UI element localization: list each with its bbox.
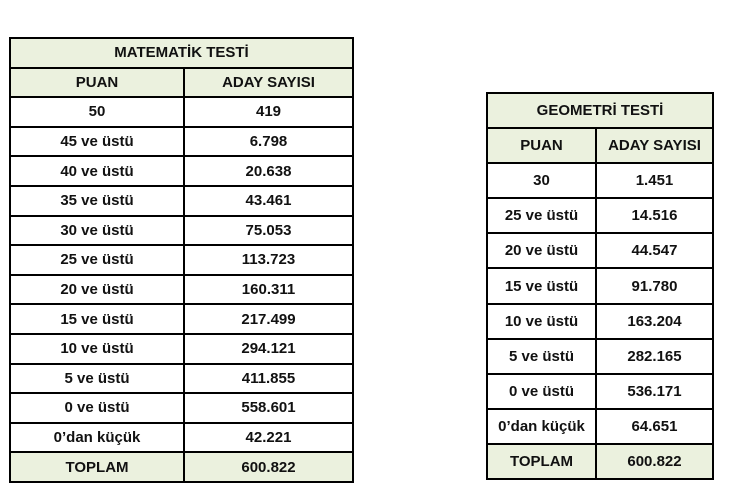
table-row	[10, 334, 353, 364]
count-cell: 42.221	[184, 423, 353, 453]
score-cell: 20 ve üstü	[487, 233, 596, 268]
score-cell: 15 ve üstü	[10, 304, 184, 334]
column-header-aday-sayisi: ADAY SAYISI	[184, 68, 353, 98]
table-row	[10, 275, 353, 305]
count-cell: 558.601	[184, 393, 353, 423]
count-cell: 43.461	[184, 186, 353, 216]
score-cell: 15 ve üstü	[487, 268, 596, 303]
count-cell: 14.516	[596, 198, 713, 233]
table-title-row	[10, 38, 353, 68]
table-header-row	[10, 68, 353, 98]
total-row	[487, 444, 713, 479]
score-cell: 5 ve üstü	[487, 339, 596, 374]
table-row	[10, 216, 353, 246]
table-row	[487, 374, 713, 409]
score-cell: 0 ve üstü	[10, 393, 184, 423]
count-cell: 282.165	[596, 339, 713, 374]
table-row	[10, 423, 353, 453]
score-cell: 40 ve üstü	[10, 156, 184, 186]
table-row	[10, 364, 353, 394]
table-row	[487, 409, 713, 444]
total-label: TOPLAM	[10, 452, 184, 482]
score-cell: 25 ve üstü	[487, 198, 596, 233]
count-cell: 20.638	[184, 156, 353, 186]
table-row	[487, 339, 713, 374]
table-row	[487, 198, 713, 233]
table-row	[10, 186, 353, 216]
table-row	[10, 393, 353, 423]
table-row	[10, 156, 353, 186]
score-cell: 45 ve üstü	[10, 127, 184, 157]
count-cell: 6.798	[184, 127, 353, 157]
score-cell: 0 ve üstü	[487, 374, 596, 409]
table-title: MATEMATİK TESTİ	[10, 38, 353, 68]
score-cell: 20 ve üstü	[10, 275, 184, 305]
count-cell: 163.204	[596, 304, 713, 339]
column-header-aday-sayisi: ADAY SAYISI	[596, 128, 713, 163]
score-cell: 10 ve üstü	[10, 334, 184, 364]
count-cell: 536.171	[596, 374, 713, 409]
table-row	[487, 304, 713, 339]
score-cell: 30	[487, 163, 596, 198]
column-header-puan: PUAN	[487, 128, 596, 163]
score-cell: 35 ve üstü	[10, 186, 184, 216]
score-cell: 0’dan küçük	[487, 409, 596, 444]
count-cell: 419	[184, 97, 353, 127]
table-row	[487, 268, 713, 303]
score-cell: 30 ve üstü	[10, 216, 184, 246]
count-cell: 44.547	[596, 233, 713, 268]
table-row	[10, 127, 353, 157]
count-cell: 1.451	[596, 163, 713, 198]
table-row	[10, 97, 353, 127]
count-cell: 91.780	[596, 268, 713, 303]
total-value: 600.822	[596, 444, 713, 479]
table-row	[10, 245, 353, 275]
geometry-test-table	[486, 92, 714, 480]
column-header-puan: PUAN	[10, 68, 184, 98]
table-row	[10, 304, 353, 334]
score-cell: 5 ve üstü	[10, 364, 184, 394]
count-cell: 411.855	[184, 364, 353, 394]
math-test-table	[9, 37, 354, 483]
count-cell: 75.053	[184, 216, 353, 246]
table-title: GEOMETRİ TESTİ	[487, 93, 713, 128]
score-cell: 25 ve üstü	[10, 245, 184, 275]
score-cell: 0’dan küçük	[10, 423, 184, 453]
table-row	[487, 163, 713, 198]
count-cell: 113.723	[184, 245, 353, 275]
count-cell: 64.651	[596, 409, 713, 444]
count-cell: 160.311	[184, 275, 353, 305]
count-cell: 294.121	[184, 334, 353, 364]
table-title-row	[487, 93, 713, 128]
total-row	[10, 452, 353, 482]
total-value: 600.822	[184, 452, 353, 482]
table-row	[487, 233, 713, 268]
count-cell: 217.499	[184, 304, 353, 334]
total-label: TOPLAM	[487, 444, 596, 479]
score-cell: 10 ve üstü	[487, 304, 596, 339]
score-cell: 50	[10, 97, 184, 127]
table-header-row	[487, 128, 713, 163]
